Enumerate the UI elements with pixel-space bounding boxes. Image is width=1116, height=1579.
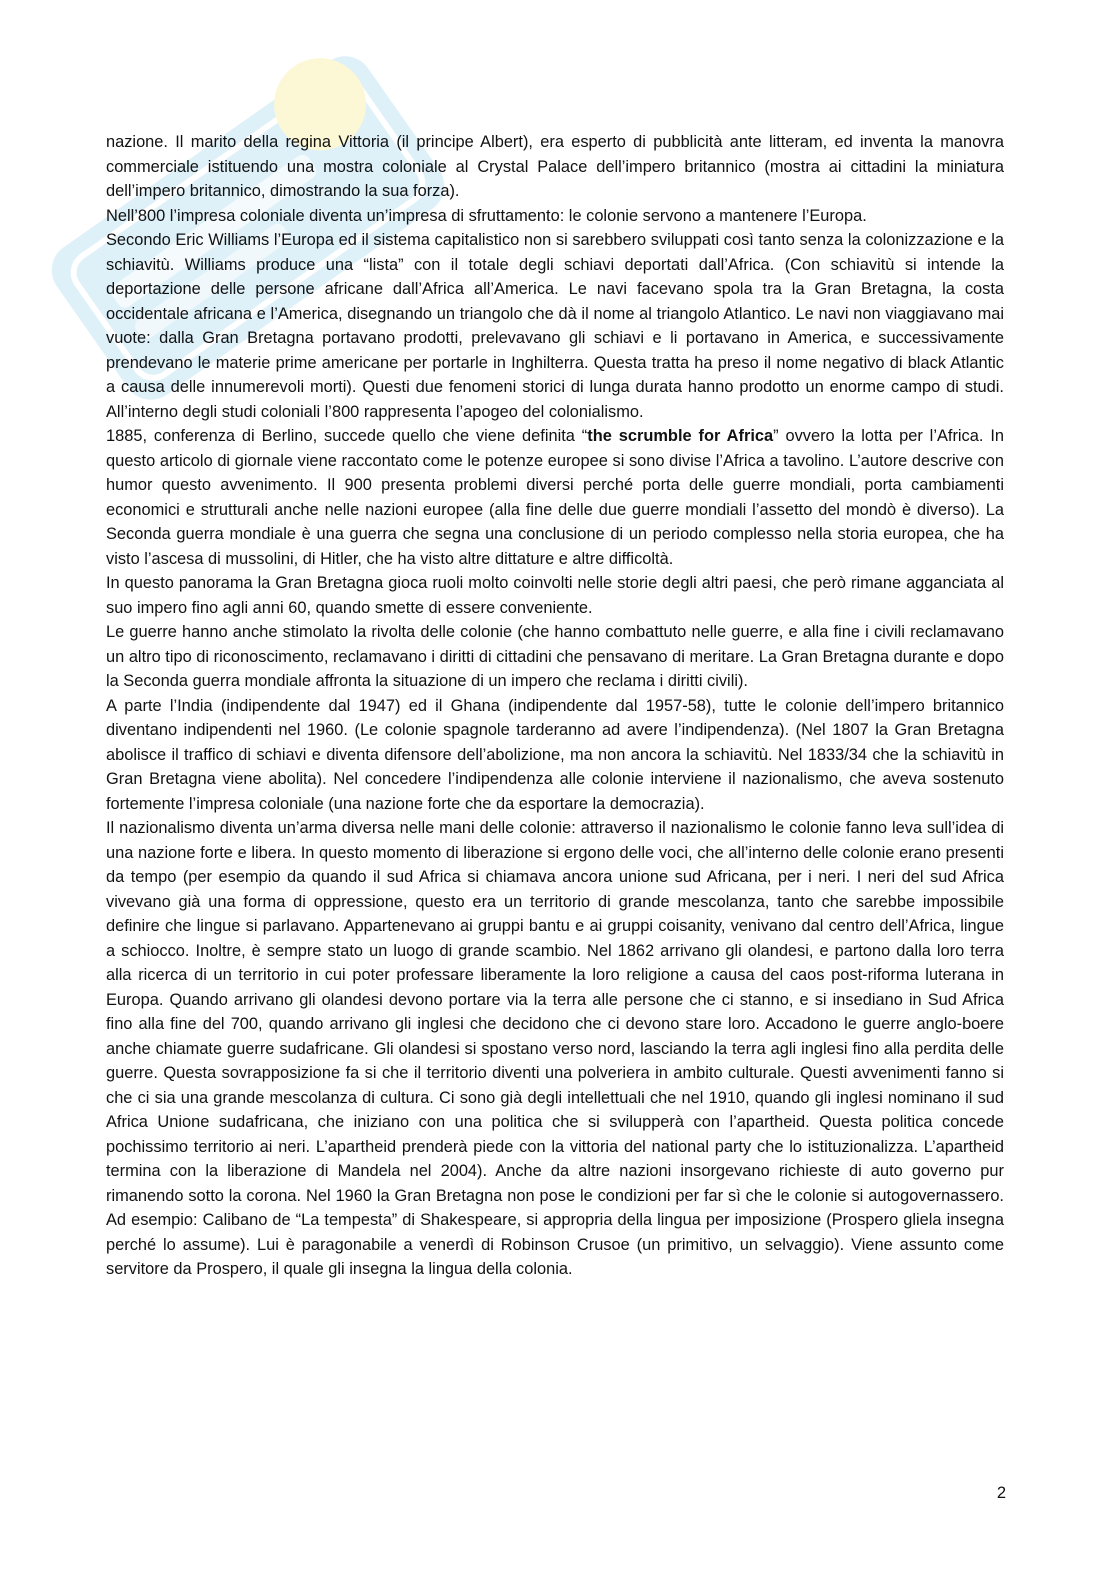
paragraph-7: A parte l’India (indipendente dal 1947) ed il Ghana (indipendente dal 1957-58), tutte le colonie dell’impero britannico diventano indipendenti nel 1960. (Le colonie spagnole tarderanno ad avere l’indipendenza). (Nel 1807 la Gran Bretagna abolisce il traffico di schiavi e diventa difensore dell’abolizione, ma non ancora la schiavitù. Nel 1833/34 che la schiavitù in Gran Bretagna viene abolita). Nel concedere l’indipendenza alle colonie interviene il nazionalismo, che aveva sostenuto fortemente l’impresa coloniale (una nazione forte che da esportare la democrazia). xyxy=(106,696,1004,813)
paragraph-6: Le guerre hanno anche stimolato la rivolta delle colonie (che hanno combattuto nelle guerre, e alla fine i civili reclamavano un altro tipo di riconoscimento, reclamavano i diritti di cittadini che pensavano di meritare. La Gran Bretagna durante e dopo la Seconda guerra mondiale affronta la situazione di un impero che reclama i diritti civili). xyxy=(106,623,1004,690)
paragraph-1: nazione. Il marito della regina Vittoria (il principe Albert), era esperto di pubblicità ante litteram, ed inventa la manovra commerciale istituendo una mostra coloniale al Crystal Palace dell’impero britannico (mostra ai cittadini la miniatura dell’impero britannico, dimostrando la sua forza). xyxy=(106,133,1004,200)
paragraph-3: Secondo Eric Williams l’Europa ed il sistema capitalistico non si sarebbero sviluppati così tanto senza la colonizzazione e la schiavitù. Williams produce una “lista” con il totale degli schiavi deportati dall’Africa. (Con schiavitù si intende la deportazione delle persone africane dall’Africa all’America. Le navi facevano spola tra la Gran Bretagna, la costa occidentale africana e l’America, disegnando un triangolo che dà il nome al triangolo Atlantico. Le navi non viaggiavano mai vuote: dalla Gran Bretagna portavano prodotti, prelevavano gli schiavi e li portavano in America, e successivamente prendevano le materie prime americane per portarle in Inghilterra. Questa tratta ha preso il nome negativo di black Atlantic a causa delle innumerevoli morti). Questi due fenomeni storici di lunga durata hanno prodotto un enorme campo di studi. All’interno degli studi coloniali l’800 rappresenta l’apogeo del colonialismo. xyxy=(106,231,1004,421)
paragraph-2: Nell’800 l’impresa coloniale diventa un’impresa di sfruttamento: le colonie servono a mantenere l’Europa. xyxy=(106,206,867,225)
paragraph-4 xyxy=(106,424,1004,571)
paragraph-5: In questo panorama la Gran Bretagna gioca ruoli molto coinvolti nelle storie degli altri paesi, che però rimane agganciata al suo impero fino agli anni 60, quando smette di essere conveniente. xyxy=(106,574,1004,617)
paragraph-4-after: ” ovvero la lotta per l’Africa. In questo articolo di giornale viene raccontato come le potenze europee si sono divise l’Africa a tavolino. L’autore descrive con humor questo avvenimento. Il 900 presenta problemi diversi perché porta delle guerre mondiali, porta cambiamenti economici e strutturali anche nelle nazioni europee (alla fine delle due guerre mondiali l’assetto del mondò è diverso). La Seconda guerra mondiale è una guerra che segna una conclusione di un periodo complesso nella storia europea, che ha visto l’ascesa di mussolini, di Hitler, che ha visto altre dittature e altre difficoltà. xyxy=(106,427,1004,568)
paragraph-4-bold-term: the scrumble for Africa xyxy=(587,427,774,445)
paragraph-8: Il nazionalismo diventa un’arma diversa nelle mani delle colonie: attraverso il nazionalismo le colonie fanno leva sull’idea di una nazione forte e libera. In questo momento di liberazione si ergono delle voci, che all’interno delle colonie erano presenti da tempo (per esempio da quando il sud Africa si chiamava ancora unione sud Africana, per i neri. I neri del sud Africa vivevano già una forma di oppressione, questo era un territorio di grande mescolanza, tanto che sarebbe impossibile definire che lingue si parlavano. Appartenevano ai gruppi bantu e ai gruppi coisanity, venivano dal centro dell’Africa, lingue a schiocco. Inoltre, è sempre stato un luogo di grande scambio. Nel 1862 arrivano gli olandesi, e partono dalla loro terra alla ricerca di un territorio in cui poter professare liberamente la loro religione a causa del caos post-riforma luterana in Europa. Quando arrivano gli olandesi devono portare via la terra alle persone che ci stanno, e si insediano in Sud Africa fino alla fine del 700, quando arrivano gli inglesi che decidono che ci devono stare loro. Accadono le guerre anglo-boere anche chiamate guerre sudafricane. Gli olandesi si spostano verso nord, lasciando la terra agli inglesi fino alla perdita delle guerre. Questa sovrapposizione fa si che il territorio diventi una polveriera in ambito culturale. Questi avvenimenti fanno si che ci sia una grande mescolanza di cultura. Ci sono già degli intellettuali che nel 1910, quando gli inglesi nominano il sud Africa Unione sudafricana, che iniziano con una politica che si svilupperà con l’apartheid. Questa politica concede pochissimo territorio ai neri. L’apartheid prenderà piede con la vittoria del national party che lo istituzionalizza. L’apartheid termina con la liberazione di Mandela nel 2004). Anche da altre nazioni insorgevano richieste di auto governo pur rimanendo sotto la corona. Nel 1960 la Gran Bretagna non pose le condizioni per far sì che le colonie si autogovernassero. Ad esempio: Calibano de “La tempesta” di Shakespeare, si appropria della lingua per imposizione (Prospero gliela insegna perché lo assume). Lui è paragonabile a venerdì di Robinson Crusoe (un primitivo, un selvaggio). Viene assunto come servitore da Prospero, il quale gli insegna la lingua della colonia. xyxy=(106,819,1004,1278)
paragraph-4-before: 1885, conferenza di Berlino, succede quello che viene definita “ xyxy=(106,427,588,445)
document-body xyxy=(106,130,1004,1282)
page-number: 2 xyxy=(996,1484,1006,1502)
